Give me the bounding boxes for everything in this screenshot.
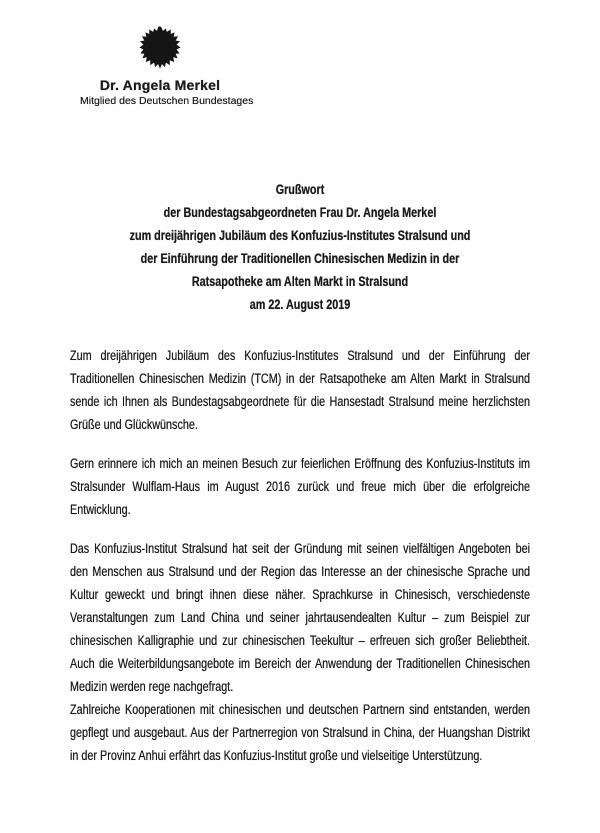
title-line-location: Ratsapotheke am Alten Markt in Stralsund bbox=[191, 274, 409, 289]
title-line-author: der Bundestagsabgeordneten Frau Dr. Angela Merkel bbox=[163, 205, 437, 220]
letter-title-block bbox=[70, 178, 530, 316]
paragraph-greeting: Zum dreijährigen Jubiläum des Konfuzius-Institutes Stralsund und der Einführung der Traditionellen Chinesischen Medizin (TCM) in der Ratsapotheke am Alten Markt in Stralsund sende ich Ihnen als Bundestagsabgeordnete für die Hansestadt Stralsund meine herzlichsten Grüße und Glückwünsche. bbox=[70, 348, 530, 432]
title-line-grusswort: Grußwort bbox=[275, 182, 325, 197]
title-line-date: am 22. August 2019 bbox=[249, 297, 351, 312]
sender-name: Dr. Angela Merkel bbox=[99, 77, 221, 93]
sender-role: Mitglied des Deutschen Bundestages bbox=[80, 95, 254, 107]
paragraph-memory: Gern erinnere ich mich an meinen Besuch zur feierlichen Eröffnung des Konfuzius-Instituts im Stralsunder Wulflam-Haus im August 2016 zurück und freue mich über die erfolgreiche Entwicklung. bbox=[70, 456, 530, 517]
letterhead bbox=[80, 26, 254, 107]
title-line-occasion-2: der Einführung der Traditionellen Chinesischen Medizin in der bbox=[140, 251, 460, 266]
letter-body bbox=[70, 344, 530, 767]
paragraph-cooperation: Zahlreiche Kooperationen mit chinesischen und deutschen Partnern sind entstanden, werden gepflegt und ausgebaut. Aus der Partnerregion von Stralsund in China, der Huangshan Distrikt in der Provinz Anhui erfährt das Konfuzius-Institut große und vielseitige Unterstützung. bbox=[70, 702, 530, 763]
title-line-occasion-1: zum dreijährigen Jubiläum des Konfuzius-Institutes Stralsund und bbox=[129, 228, 471, 243]
paragraph-institute: Das Konfuzius-Institut Stralsund hat seit der Gründung mit seinen vielfältigen Angeboten bei den Menschen aus Stralsund und der Region das Interesse an der chinesische Sprache und Kultur geweckt und bringt ihnen diese näher. Sprachkurse in Chinesisch, verschiedenste Veranstaltungen zum Land China und seiner jahrtausendealten Kultur – zum Beispiel zur chinesischen Kalligraphie und zur chinesischen Teekultur – erfreuen sich großer Beliebtheit. Auch die Weiterbildungsangebote im Bereich der Anwendung der Traditionellen Chinesischen Medizin werden rege nachgefragt. bbox=[70, 541, 530, 694]
bundesadler-eagle-icon bbox=[134, 26, 186, 70]
